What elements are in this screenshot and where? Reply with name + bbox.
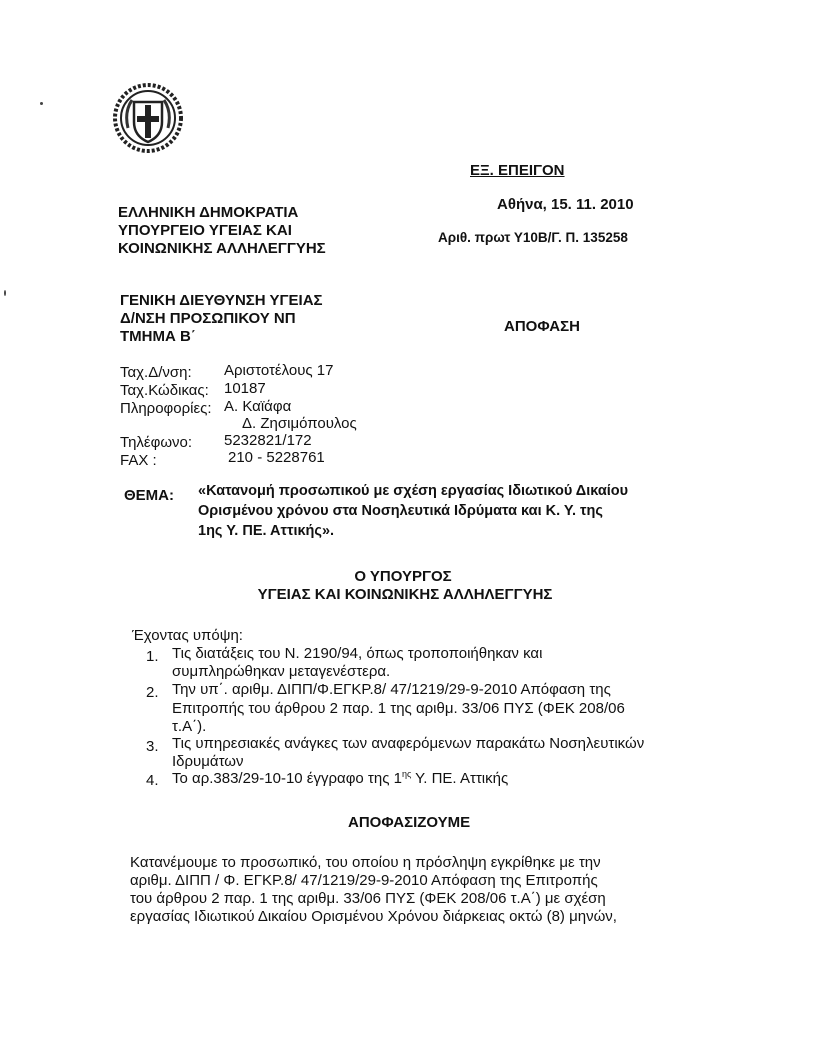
subject-line: «Κατανομή προσωπικού με σχέση εργασίας Ιδιωτικού Δικαίου (198, 483, 629, 499)
protocol-number: Αριθ. πρωτ Υ10Β/Γ. Π. 135258 (438, 230, 628, 245)
item-line: Το αρ.383/29-10-10 έγγραφο της $1^{\eta\varsigma}$ Υ. ΠΕ. Αττικής (172, 769, 509, 787)
item-line: Ιδρυμάτων (172, 753, 244, 770)
item-number: 3. (146, 738, 159, 755)
postal-label: Ταχ.Κώδικας: (120, 382, 209, 399)
item-line: συμπληρώθηκαν μεταγενέστερα. (172, 663, 391, 680)
item-number: 1. (146, 648, 159, 665)
item-line: Την υπ΄. αριθμ. ΔΙΠΠ/Φ.ΕΓΚΡ.8/ 47/1219/29-9-2010 Απόφαση της (172, 681, 611, 698)
info-value: Δ. Ζησιμόπουλος (242, 415, 357, 432)
considering-intro: Έχοντας υπόψη: (132, 627, 243, 644)
item-line: Επιτροπής του άρθρου 2 παρ. 1 της αριθμ. 33/06 ΠΥΣ (ΦΕΚ 208/06 (172, 700, 625, 717)
phone-label: Τηλέφωνο: (120, 434, 193, 451)
department-line: Δ/ΝΣΗ ΠΡΟΣΩΠΙΚΟΥ ΝΠ (120, 310, 296, 327)
document-type: ΑΠΟΦΑΣΗ (504, 318, 580, 335)
fax-label: FAX : (120, 452, 157, 469)
minister-title: ΥΓΕΙΑΣ ΚΑΙ ΚΟΙΝΩΝΙΚΗΣ ΑΛΛΗΛΕΓΓΥΗΣ (257, 586, 553, 603)
info-label: Πληροφορίες: (120, 400, 212, 417)
item-line: Τις διατάξεις του Ν. 2190/94, όπως τροποποιήθηκαν και (172, 645, 543, 662)
department-line: ΤΜΗΜΑ Β΄ (120, 328, 196, 345)
minister-title: Ο ΥΠΟΥΡΓΟΣ (354, 568, 452, 585)
item-line: Τις υπηρεσιακές ανάγκες των αναφερόμενων παρακάτω Νοσηλευτικών (172, 735, 645, 752)
info-value: Α. Καϊάφα (224, 398, 292, 415)
subject-line: 1ης Υ. ΠΕ. Αττικής». (198, 523, 335, 539)
issuer-line: ΚΟΙΝΩΝΙΚΗΣ ΑΛΛΗΛΕΓΓΥΗΣ (118, 240, 326, 257)
place-date: Αθήνα, 15. 11. 2010 (497, 196, 634, 213)
issuer-line: ΕΛΛΗΝΙΚΗ ΔΗΜΟΚΡΑΤΙΑ (118, 204, 299, 221)
issuer-line: ΥΠΟΥΡΓΕΙΟ ΥΓΕΙΑΣ ΚΑΙ (118, 222, 292, 239)
urgent-label: ΕΞ. ΕΠΕΙΓΟΝ (470, 162, 565, 179)
phone-value: 5232821/172 (224, 432, 312, 449)
item-number: 2. (146, 684, 159, 701)
closing-line: Κατανέμουμε το προσωπικό, του οποίου η πρόσληψη εγκρίθηκε με την (130, 854, 601, 871)
closing-line: αριθμ. ΔΙΠΠ / Φ. ΕΓΚΡ.8/ 47/1219/29-9-2010 Απόφαση της Επιτροπής (130, 872, 598, 889)
hellenic-republic-seal-icon (112, 82, 184, 154)
closing-line: εργασίας Ιδιωτικού Δικαίου Ορισμένου Χρόνου διάρκειας οκτώ (8) μηνών, (130, 908, 617, 925)
subject-label: ΘΕΜΑ: (124, 487, 174, 504)
fax-value: 210 - 5228761 (228, 449, 325, 466)
scan-speck (40, 102, 43, 105)
address-label: Ταχ.Δ/νση: (120, 364, 192, 381)
department-line: ΓΕΝΙΚΗ ΔΙΕΥΘΥΝΣΗ ΥΓΕΙΑΣ (120, 292, 323, 309)
subject-line: Ορισμένου χρόνου στα Νοσηλευτικά Ιδρύματα και Κ. Υ. της (198, 503, 603, 519)
postal-value: 10187 (224, 380, 266, 397)
decision-heading: ΑΠΟΦΑΣΙΖΟΥΜΕ (348, 814, 471, 831)
item-number: 4. (146, 772, 159, 789)
scan-speck (4, 290, 6, 296)
closing-line: του άρθρου 2 παρ. 1 της αριθμ. 33/06 ΠΥΣ (ΦΕΚ 208/06 τ.Α΄) με σχέση (130, 890, 606, 907)
address-value: Αριστοτέλους 17 (224, 362, 334, 379)
item-line: τ.Α΄). (172, 718, 207, 735)
